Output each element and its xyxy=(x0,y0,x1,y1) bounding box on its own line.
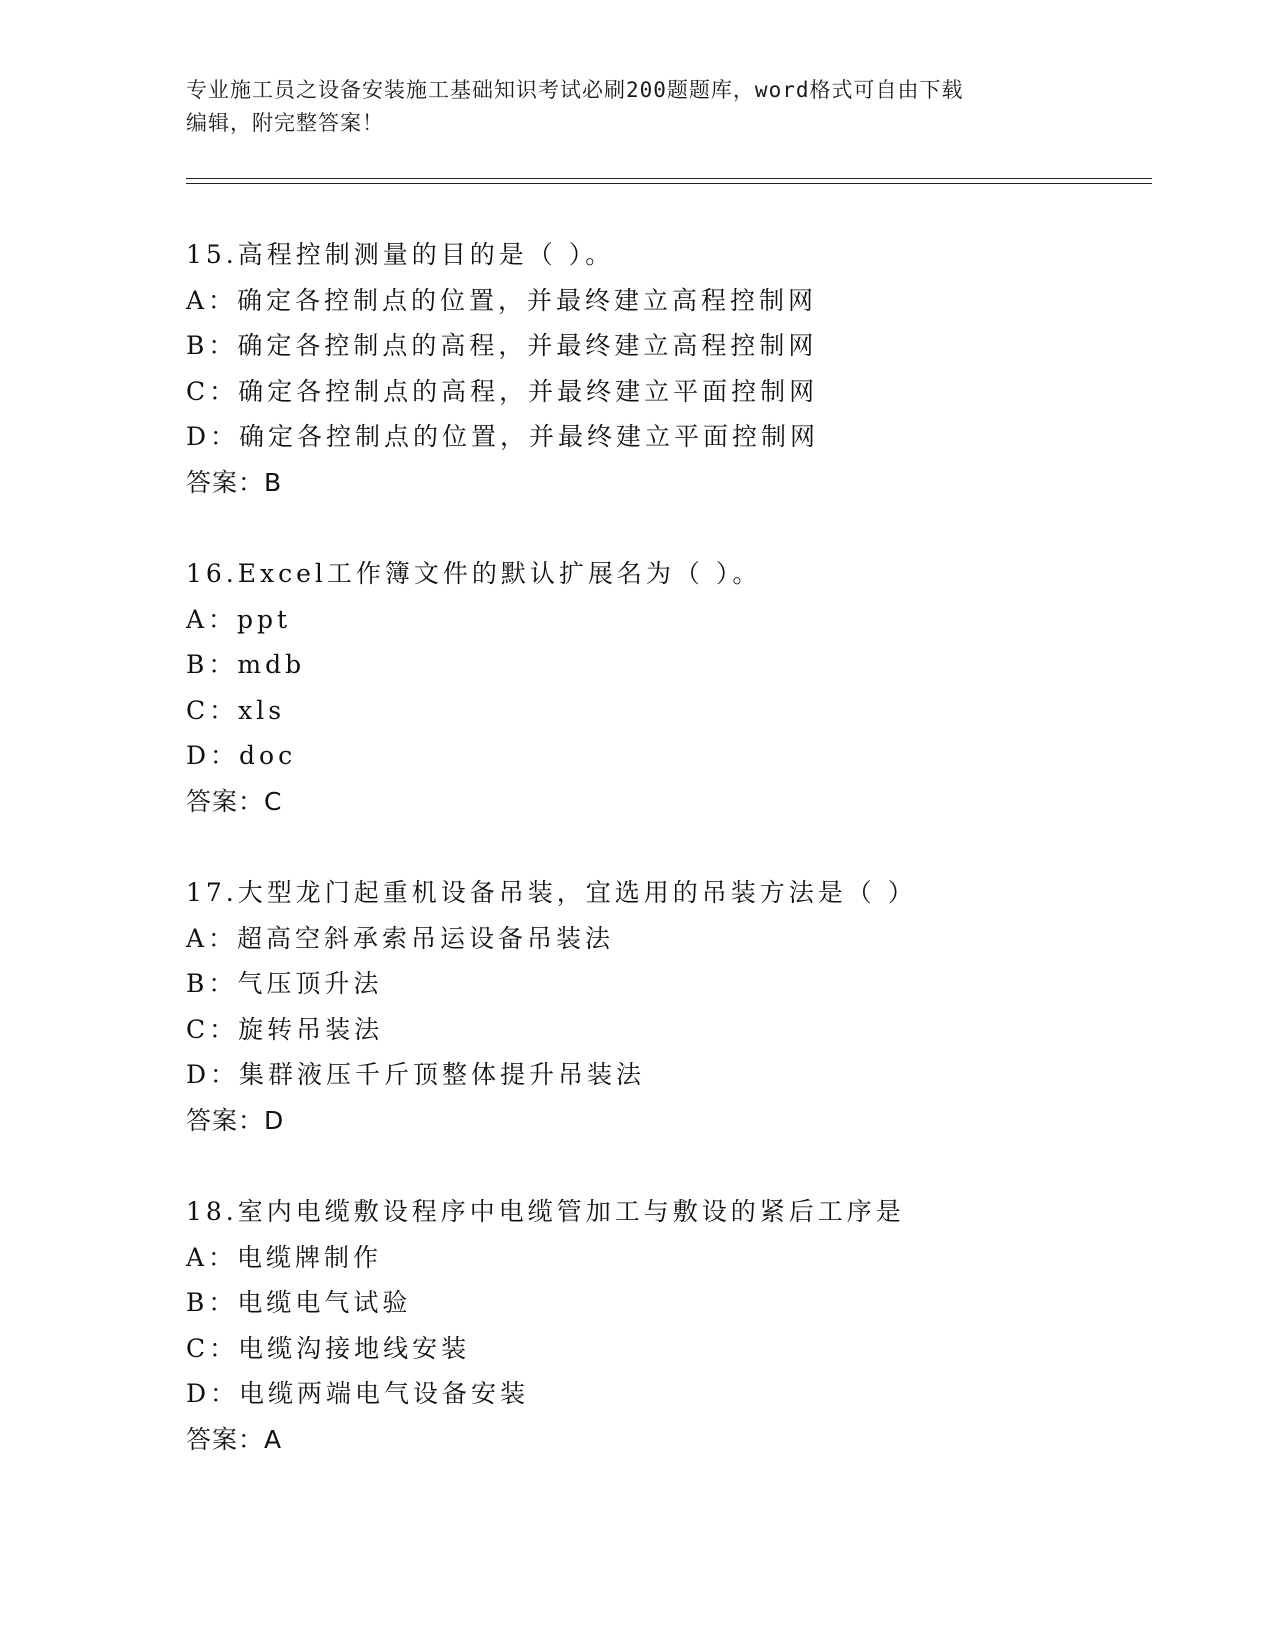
option-b: B：确定各控制点的高程，并最终建立高程控制网 xyxy=(186,331,818,360)
header-divider-top xyxy=(186,178,1152,179)
answer-line: 答案：A xyxy=(186,1424,283,1454)
header-title-line-2: 编辑，附完整答案！ xyxy=(186,111,384,135)
option-d: D：确定各控制点的位置，并最终建立平面控制网 xyxy=(186,422,820,451)
question-block xyxy=(186,232,1106,505)
header-divider-bottom xyxy=(186,183,1152,184)
option-a: A：确定各控制点的位置，并最终建立高程控制网 xyxy=(186,285,818,315)
option-d: D：集群液压千斤顶整体提升吊装法 xyxy=(186,1060,646,1089)
question-block xyxy=(186,870,1106,1143)
question-stem: 16.Excel工作簿文件的默认扩展名为（ ）。 xyxy=(186,559,762,588)
answer-line: 答案：B xyxy=(186,467,283,497)
option-c: C：电缆沟接地线安装 xyxy=(186,1333,471,1363)
option-a: A：ppt xyxy=(186,604,292,634)
option-c: C：xls xyxy=(186,695,286,725)
option-b: B：mdb xyxy=(186,650,306,679)
option-c: C：确定各控制点的高程，并最终建立平面控制网 xyxy=(186,376,819,406)
option-d: D：电缆两端电气设备安装 xyxy=(186,1379,530,1408)
answer-line: 答案：C xyxy=(186,786,283,816)
question-stem: 18.室内电缆敷设程序中电缆管加工与敷设的紧后工序是 xyxy=(186,1197,905,1226)
question-block xyxy=(186,1189,1106,1462)
document-header xyxy=(186,74,1066,140)
option-d: D：doc xyxy=(186,741,297,770)
answer-line: 答案：D xyxy=(186,1105,285,1135)
question-stem: 17.大型龙门起重机设备吊装，宜选用的吊装方法是（ ） xyxy=(186,878,917,907)
question-stem: 15.高程控制测量的目的是（ ）。 xyxy=(186,240,615,269)
option-b: B：电缆电气试验 xyxy=(186,1288,412,1317)
option-a: A：超高空斜承索吊运设备吊装法 xyxy=(186,923,615,953)
header-title-line-1: 专业施工员之设备安装施工基础知识考试必刷200题题库，word格式可自由下载 xyxy=(186,78,964,102)
option-a: A：电缆牌制作 xyxy=(186,1242,383,1272)
option-b: B：气压顶升法 xyxy=(186,969,383,998)
option-c: C：旋转吊装法 xyxy=(186,1014,384,1044)
question-block xyxy=(186,551,1106,824)
